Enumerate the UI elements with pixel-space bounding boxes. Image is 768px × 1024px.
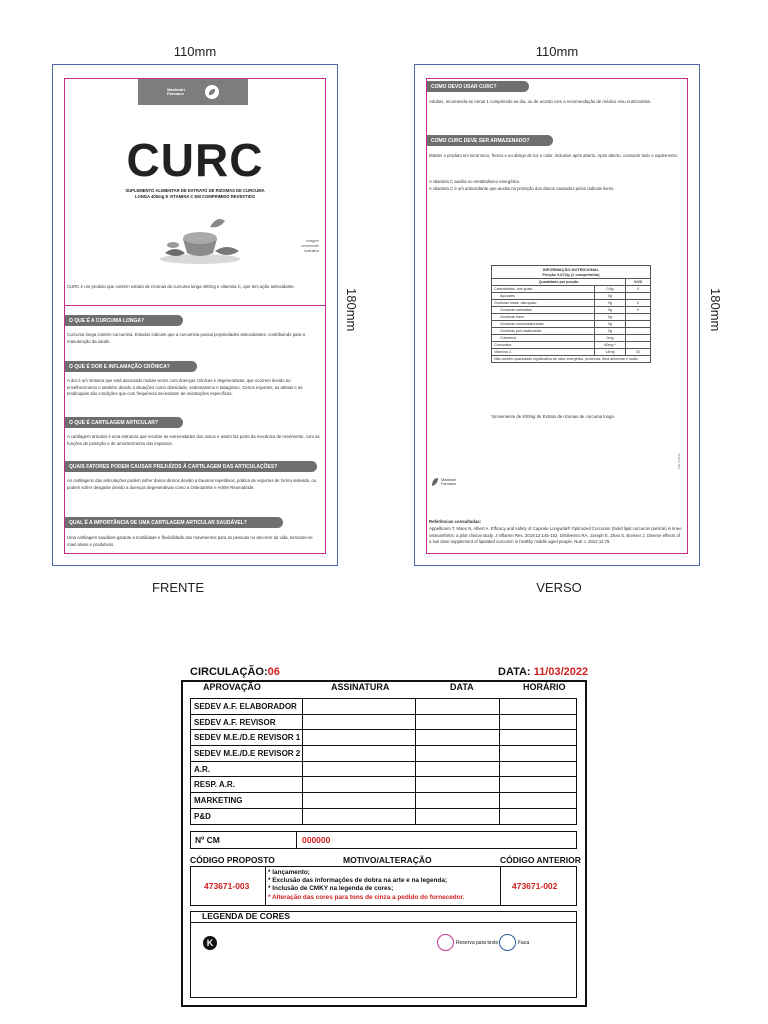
legend-header-line [190,922,577,923]
back-caption: VERSO [536,580,582,595]
signature-cell[interactable] [302,793,416,809]
nutrient-vd [626,314,651,321]
artwork-code: 473671-003 [677,453,681,470]
nutrient-amount: 0,6g [595,286,626,293]
section-heading-curcuma: O QUE É A CURCUMA LONGA? [65,315,183,326]
turmeric-illustration [155,209,245,265]
ncm-label: Nº CM [195,835,220,845]
section-divider [65,305,325,306]
data-value: 11/03/2022 [533,666,589,678]
change-item: * Exclusão das informações de dobra na arte e na legenda; [268,877,447,885]
table-row [191,730,577,746]
data-label: DATA: [498,666,531,678]
nutrition-title-1: INFORMAÇÃO NUTRICIONAL [542,267,600,272]
nutrient-amount: 0g [595,328,626,335]
approver-role: RESP. A.R. [191,777,303,793]
changes-divider-left [265,866,266,906]
signature-cell[interactable] [302,777,416,793]
nutrient-name: Gorduras monoinsaturadas [492,321,595,328]
table-row [492,286,651,293]
table-row [191,793,577,809]
front-caption: FRENTE [152,580,204,595]
date-cell[interactable] [416,793,500,809]
leaf-icon [431,477,439,487]
date-cell[interactable] [416,777,500,793]
time-cell[interactable] [500,761,577,777]
table-row [492,314,651,321]
nutrient-amount: 0g [595,314,626,321]
section-text-fatores: As cartilagens das articulações podem sofrer danos diretos devido a traumas repetitivos, prática de esportes de forma indevida, ou podem sofrer desgaste devido a doenças degenerativas como a Osteoartrite e Artrite Reumatóide. [67,478,317,490]
section-text-curcuma: Curcuma longa contém curcumina. Estudos indicam que a curcumina possui propriedades antioxidantes, contribuindo para a manutenção da saúde. [67,332,305,344]
nutrient-vd: 30 [626,349,651,356]
data-field [498,666,588,678]
circulacao-value: 06 [267,666,280,678]
brand-logo-text [167,88,185,97]
nutrient-name: Açúcares [492,293,595,300]
nutrient-amount: 0g [595,300,626,307]
reserva-swatch-icon [437,934,454,951]
section-heading-armazenamento: COMO CURC DEVE SER ARMAZENADO? [427,135,553,146]
table-row [492,349,651,356]
date-cell[interactable] [416,746,500,762]
section-heading-importancia: QUAL É A IMPORTÂNCIA DE UMA CARTILAGEM ARTICULAR SAUDÁVEL? [65,517,283,528]
change-item: * Inclusão de CMKY na legenda de cores; [268,885,394,893]
subtitle-line-1: SUPLEMENTO ALIMENTAR DE EXTRATO DE RIZOMAS DE CURCUMA [125,188,265,193]
back-width-label: 110mm [535,44,579,59]
table-row [191,714,577,730]
table-row [492,300,651,307]
nutrient-name: Colesterol [492,335,595,342]
approver-role: SEDEV A.F. ELABORADOR [191,699,303,715]
table-row [191,777,577,793]
date-cell[interactable] [416,808,500,824]
nutrient-name: Gorduras poli-insaturadas [492,328,595,335]
codigo-anterior-value: 473671-002 [512,881,558,891]
brand-logo-bar [138,79,248,105]
table-row [492,335,651,342]
section-heading-dor: O QUE É DOR E INFLAMAÇÃO CRÔNICA? [65,361,197,372]
time-cell[interactable] [500,746,577,762]
front-panel [52,64,338,566]
nutrient-vd [626,293,651,300]
small-brand-logo [431,477,456,487]
section-text-dor: A dor é um sintoma que está associado muitas vezes com doenças crônicas e degenerativas, que ocorrem devido ao envelhecimento e também devido a situações como obesidade, sedentarismo e tabagismo. Certos esportes, as atletas e as tendinopias são condições que com frequência necessitam de orientações específicas. [67,378,303,397]
signature-cell[interactable] [302,808,416,824]
nutrition-table [491,265,651,363]
ncm-divider [296,831,297,849]
nutrient-name: Vitamina C [492,349,595,356]
approver-role: MARKETING [191,793,303,809]
legend-label: LEGENDA DE CORES [202,911,291,921]
back-panel [414,64,700,566]
legend-box [190,911,577,998]
faca-label: Faca [518,940,530,946]
table-row [492,328,651,335]
reserva-label: Reserva para texto [456,940,499,946]
nutrient-name: Curcumina [492,342,595,349]
back-height-label: 180mm [708,288,723,332]
nutrition-footer: Não contém quantidade significativa de valor energético, proteínas, fibra alimentar e sódio. [492,356,651,363]
nutrient-vd: 0 [626,300,651,307]
product-title: CURC [126,134,264,186]
front-bleed-area [64,78,326,554]
nutrient-vd [626,342,651,349]
codigo-anterior-label: CÓDIGO ANTERIOR [500,855,581,865]
approver-role: SEDEV M.E./D.E REVISOR 1 [191,730,303,746]
black-k-icon [203,936,217,950]
nutrient-vd [626,328,651,335]
references-title: Referências consultadas: [429,519,482,524]
intro-text: CURC é um produto que contém extrato de rizomas de curcuma longa 400mg e vitamina C, que tem ação antioxidante. [67,284,295,289]
section-text-uso: Adultos, recomenda-se tomar 1 comprimido ao dia, ou de acordo com a recomendação de médico e/ou nutricionista. [429,99,652,104]
nutrition-footnote: *proveniente de 400mg de Extrato de rizomas de curcuma longa [491,414,614,419]
nutrient-amount: 0g [595,293,626,300]
change-item-highlight: * Alteração das cores para tons de cinza a pedido do fornecedor. [268,893,465,901]
section-heading-fatores: QUAIS FATORES PODEM CAUSAR PREJUÍZOS À CARTILAGEM DAS ARTICULAÇÕES? [65,461,317,472]
table-row [492,293,651,300]
table-row [191,808,577,824]
motivo-label: MOTIVO/ALTERAÇÃO [343,855,432,865]
table-row [492,321,651,328]
vitamin-note-2: A vitamina C é um antioxidante que auxilia na proteção dos danos causados pelos radicais livres. [429,186,615,191]
date-cell[interactable] [416,761,500,777]
nutrient-name: Gorduras totais, das quais: [492,300,595,307]
time-cell[interactable] [500,699,577,715]
approver-role: A.R. [191,761,303,777]
circulacao-field [190,666,280,678]
signature-cell[interactable] [302,730,416,746]
circulacao-label: CIRCULAÇÃO: [190,666,268,678]
brand-line-1: Maxinutri [167,86,185,92]
approver-role: SEDEV M.E./D.E REVISOR 2 [191,746,303,762]
table-row [492,342,651,349]
subtitle-line-2: LONGA 400mg E VITAMINA C EM COMPRIMIDO REVESTIDO [134,194,256,200]
date-cell[interactable] [416,714,500,730]
nutrition-title-2: Porção 0,672g (1 comprimido) [542,272,600,277]
changes-list [268,869,465,902]
small-brand-line-1: Maxinutri [441,478,457,482]
small-brand-line-2: Farmaco [441,482,456,486]
header-data: DATA [450,682,474,692]
ncm-box [190,831,577,849]
nutrient-name: Carboidratos, dos quais: [492,286,595,293]
brand-line-2: Farmaco [167,91,184,96]
section-text-armazenamento: Manter o produto em local seco, fresco e ao abrigo de luz e calor, inclusive após aberto. Após aberto, consumir todo o suplemento. [429,153,679,158]
product-subtitle [105,188,285,201]
table-row [492,307,651,314]
header-horario: HORÁRIO [523,682,566,692]
nutrient-amount: 0mg [595,335,626,342]
approver-role: SEDEV A.F. REVISOR [191,714,303,730]
change-item: * lançamento; [268,869,310,876]
time-cell[interactable] [500,808,577,824]
col-header-qty: Quantidade por porção [492,279,626,286]
nutrient-amount: 0g [595,321,626,328]
table-row [191,761,577,777]
codigo-proposto-value: 473671-003 [204,881,250,891]
k-letter: K [206,938,214,948]
nutrient-vd: 0 [626,307,651,314]
section-text-cartilagem: A cartilagem articular é uma estrutura que recobre as extremidades dos ossos e assim faz parte da mecânica de movimento, com as funções de proteção e de amortecimento dos impactos. [67,434,320,446]
signature-cell[interactable] [302,699,416,715]
header-assinatura: ASSINATURA [331,682,390,692]
nutrient-name: Gorduras trans [492,314,595,321]
approval-table [190,698,577,825]
signature-cell[interactable] [302,714,416,730]
front-width-label: 110mm [173,44,217,59]
faca-swatch-icon [499,934,516,951]
nutrient-vd: 0 [626,286,651,293]
signature-cell[interactable] [302,746,416,762]
section-text-importancia: Uma cartilagem saudável garante a mobilidade e flexibilidade dos movimentos para as pessoas no decorrer da vida, tornando-se mais ativas e produtivas. [67,535,313,547]
signature-cell[interactable] [302,761,416,777]
header-aprovacao: APROVAÇÃO [203,682,261,692]
nutrient-name: Gorduras saturadas [492,307,595,314]
nutrient-vd [626,335,651,342]
references-text: Appelboom T, Maes N, Albert A. Efficacy and safety of Capsule Longvida® Optimized Curcumin (Solid lipid curcumin particle) in knee osteoarthritis: a pilot clinical study. J Inflamm Res. 2019;12:145-152. DiSilvestro RA, Joseph E, Zhao S, Bomser J. Diverse effects of a low dose supplement of lipidated curcumin in healthy middle aged people. Nutr J. 2012;11:79. [429,526,682,545]
leaf-icon [205,85,219,99]
table-row [191,746,577,762]
codigo-proposto-label: CÓDIGO PROPOSTO [190,855,275,865]
col-header-vd: %VD [626,279,651,286]
approver-role: P&D [191,808,303,824]
nutrient-amount: 14mg [595,349,626,356]
nutrient-amount: 0g [595,307,626,314]
vitamin-note-1: A vitamina C auxilia no metabolismo energético. [429,179,521,184]
section-heading-uso: COMO DEVO USAR CURC? [427,81,529,92]
date-cell[interactable] [416,730,500,746]
time-cell[interactable] [500,793,577,809]
section-heading-cartilagem: O QUE É CARTILAGEM ARTICULAR? [65,417,183,428]
nutrient-vd [626,321,651,328]
nutrition-table-title [492,266,651,279]
table-row [191,699,577,715]
changes-divider-right [500,866,501,906]
image-disclaimer: Imagem meramente ilustrativa [301,239,319,253]
back-bleed-area [426,78,688,554]
ncm-value: 000000 [302,835,331,845]
nutrient-amount: 60mg * [595,342,626,349]
time-cell[interactable] [500,714,577,730]
front-height-label: 180mm [344,288,359,332]
time-cell[interactable] [500,777,577,793]
date-cell[interactable] [416,699,500,715]
time-cell[interactable] [500,730,577,746]
